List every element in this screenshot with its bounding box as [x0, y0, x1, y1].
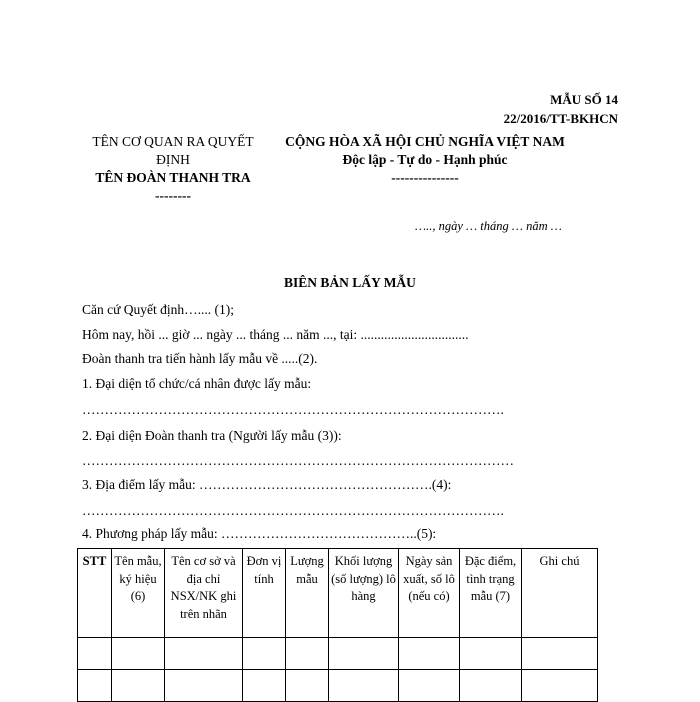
- section-1-heading: 1. Đại diện tổ chức/cá nhân được lấy mẫu:: [82, 376, 312, 391]
- table-cell: [329, 638, 399, 670]
- national-motto: Độc lập - Tự do - Hạnh phúc: [342, 152, 508, 167]
- section-3-fill-line: ………………………………………………………………………………….: [82, 503, 504, 518]
- form-number: [504, 90, 618, 128]
- table-cell: [286, 670, 329, 702]
- table-cell: [78, 638, 112, 670]
- table-row: [78, 638, 598, 670]
- table-cell: [460, 638, 522, 670]
- national-header: [270, 133, 580, 187]
- table-cell: [243, 670, 286, 702]
- section-3-heading: 3. Địa điểm lấy mẫu: …………………………………………….(4):: [82, 477, 452, 492]
- inspection-team-name: TÊN ĐOÀN THANH TRA: [95, 170, 251, 185]
- agency-rule: --------: [155, 188, 191, 203]
- dateline: ….., ngày … tháng … năm …: [415, 219, 562, 233]
- table-cell: [329, 670, 399, 702]
- section-4-heading: 4. Phương pháp lấy mẫu: ……………………………………..(5):: [82, 526, 437, 541]
- header-stt: STT: [78, 549, 112, 638]
- table-cell: [460, 670, 522, 702]
- country-name: CỘNG HÒA XÃ HỘI CHỦ NGHĨA VIỆT NAM: [285, 134, 565, 149]
- table-cell: [243, 638, 286, 670]
- time-place-line: Hôm nay, hồi ... giờ ... ngày ... tháng ... năm ..., tại: ................................: [82, 327, 469, 342]
- header-sample-name: Tên mẫu, ký hiệu (6): [112, 549, 165, 638]
- table-cell: [399, 638, 460, 670]
- table-cell: [522, 638, 598, 670]
- header-lot-volume: Khối lượng (số lượng) lô hàng: [329, 549, 399, 638]
- sampling-intro-line: Đoàn thanh tra tiến hành lấy mẫu về .....(2).: [82, 351, 318, 366]
- table-cell: [286, 638, 329, 670]
- table-header-row: [78, 549, 598, 638]
- table-cell: [522, 670, 598, 702]
- form-number-line2: 22/2016/TT-BKHCN: [503, 111, 618, 126]
- document-title: BIÊN BẢN LẤY MẪU: [284, 275, 416, 290]
- section-2-heading: 2. Đại diện Đoàn thanh tra (Người lấy mẫu (3)):: [82, 428, 342, 443]
- sample-table: [77, 548, 598, 702]
- section-2-fill-line: ……………………………………………………………………………………: [82, 453, 514, 468]
- header-sample-condition: Đặc điểm, tình trạng mẫu (7): [460, 549, 522, 638]
- header-unit: Đơn vị tính: [243, 549, 286, 638]
- table-row: [78, 670, 598, 702]
- agency-header: [80, 133, 266, 205]
- agency-name-line2: ĐỊNH: [156, 152, 190, 167]
- table-cell: [399, 670, 460, 702]
- header-production-date: Ngày sản xuất, số lô (nếu có): [399, 549, 460, 638]
- table-cell: [165, 670, 243, 702]
- table-cell: [112, 638, 165, 670]
- table-cell: [112, 670, 165, 702]
- header-producer: Tên cơ sở và địa chỉ NSX/NK ghi trên nhãn: [165, 549, 243, 638]
- form-number-line1: MẪU SỐ 14: [550, 92, 618, 107]
- header-notes: Ghi chú: [522, 549, 598, 638]
- table-cell: [78, 670, 112, 702]
- header-quantity: Lượng mẫu: [286, 549, 329, 638]
- basis-decision-line: Căn cứ Quyết định….... (1);: [82, 302, 235, 317]
- table-cell: [165, 638, 243, 670]
- section-1-fill-line: ………………………………………………………………………………….: [82, 402, 504, 417]
- national-rule: ---------------: [391, 170, 459, 185]
- agency-name-line1: TÊN CƠ QUAN RA QUYẾT: [92, 134, 254, 149]
